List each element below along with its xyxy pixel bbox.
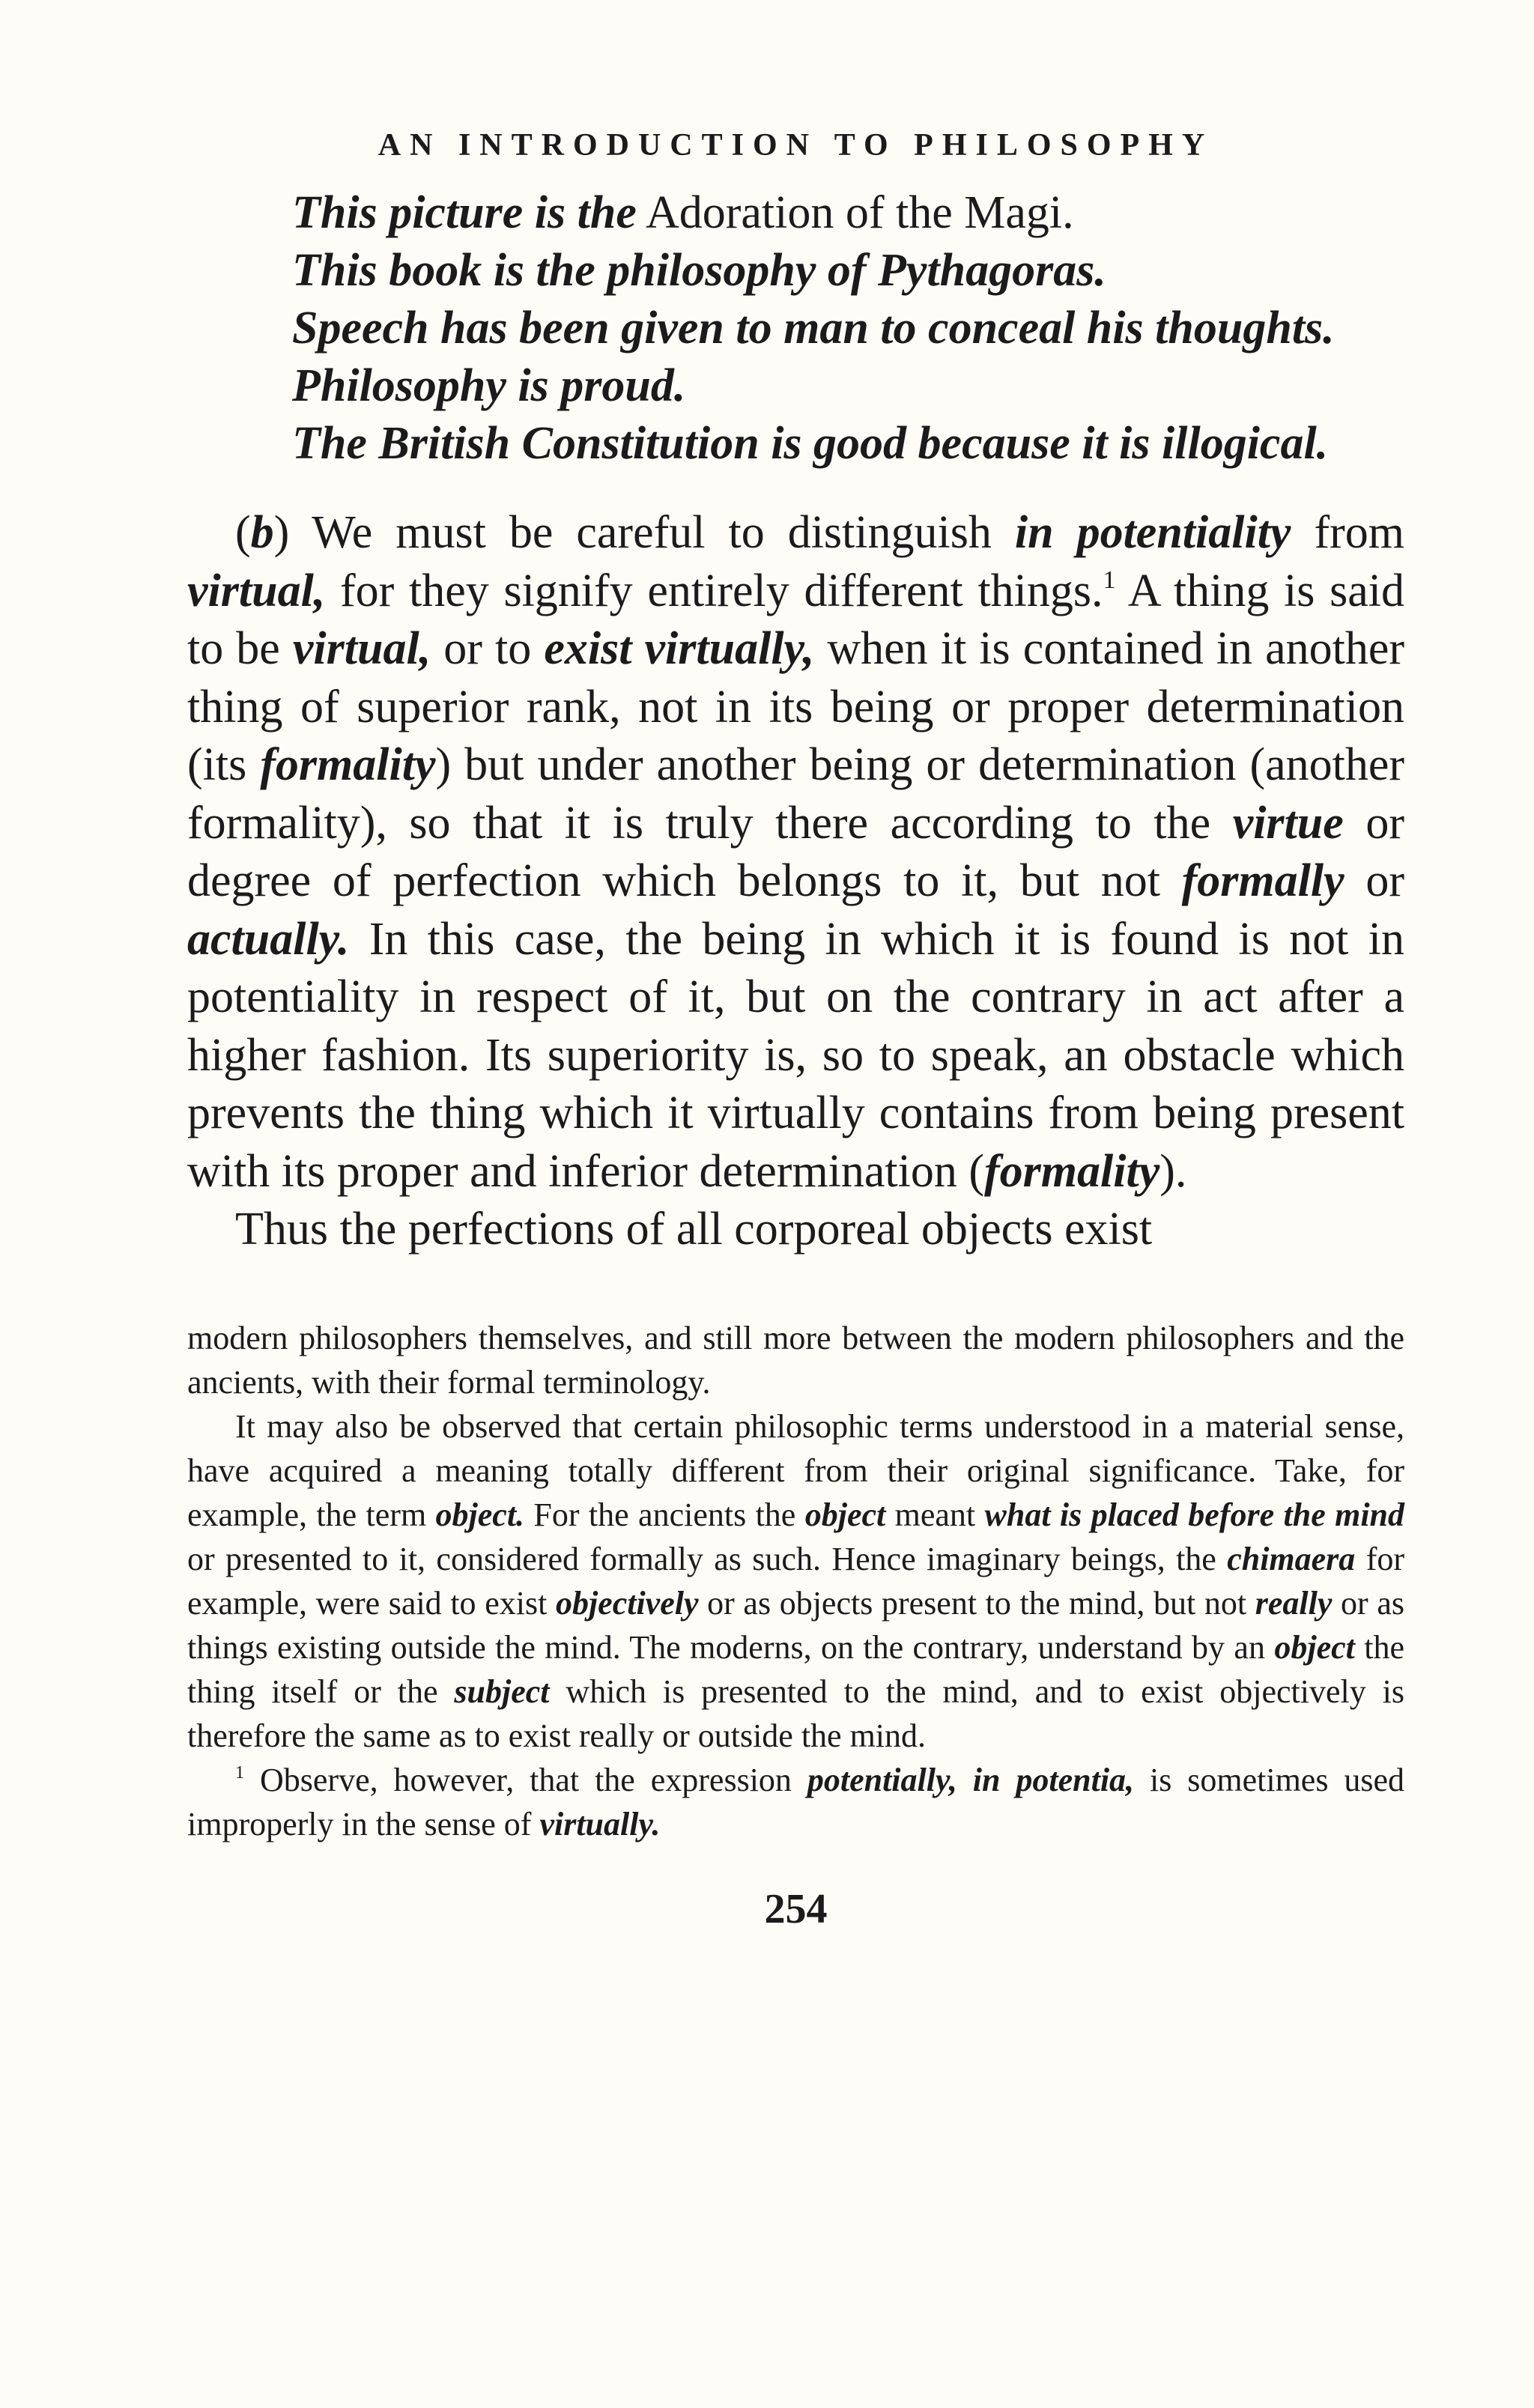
paragraph-b: (b) We must be careful to distinguish in potentiality from virtual, for they signify entirely different things.$^1$ A thing is said to be virtual, or to exist virtually, when it is contained in another thing of superior rank, not in its being or proper determination (its formality) but under another being or determination (another formality), so that it is truly there according to the virtue or degree of perfection which belongs to it, but not formally or actually. In this case, the being in which it is found is not in potentiality in respect of it, but on the contrary in act after a higher fashion. Its superiority is, so to speak, an obstacle which prevents the thing which it virtually contains from being present with its proper and inferior determination (formality).: [187, 507, 1405, 1197]
footnote-object: It may also be observed that certain philosophic terms understood in a material sense, have acquired a meaning totally different from their original significance. Take, for example, the term object. For the ancients the object meant what is placed before the mind or presented to it, considered formally as such. Hence imaginary beings, the chimaera for example, were said to exist objectively or as objects present to the mind, but not really or as things existing outside the mind. The moderns, on the contrary, understand by an object the thing itself or the subject which is presented to the mind, and to exist objectively is therefore the same as to exist really or outside the mind.: [187, 1407, 1405, 1754]
main-text: [187, 504, 1404, 1259]
running-head: AN INTRODUCTION TO PHILOSOPHY: [378, 128, 1214, 163]
example-line: Speech has been given to man to conceal his thoughts.: [292, 303, 1335, 354]
footnote-1: $^1$ Observe, however, that the expression potentially, in potentia, is sometimes used improperly in the sense of virtually.: [187, 1761, 1405, 1843]
example-sentences: [292, 184, 1404, 473]
example-line: This book is the philosophy of Pythagoras.: [292, 245, 1106, 296]
page-number: 254: [764, 1885, 828, 1932]
example-line: Philosophy is proud.: [292, 360, 686, 411]
footnotes: [187, 1316, 1404, 1846]
footnote-number: 1: [235, 1762, 245, 1783]
paragraph-thus: Thus the perfections of all corporeal objects exist: [235, 1204, 1153, 1255]
footnote-continuation: modern philosophers themselves, and still more between the modern philosophers and the ancients, with their formal terminology.: [187, 1319, 1404, 1401]
example-line: This picture is the Adoration of the Magi.: [292, 187, 1074, 238]
footnote-ref[interactable]: 1: [1103, 565, 1116, 594]
book-page: [187, 127, 1404, 1933]
example-line: The British Constitution is good because it is illogical.: [292, 418, 1329, 469]
